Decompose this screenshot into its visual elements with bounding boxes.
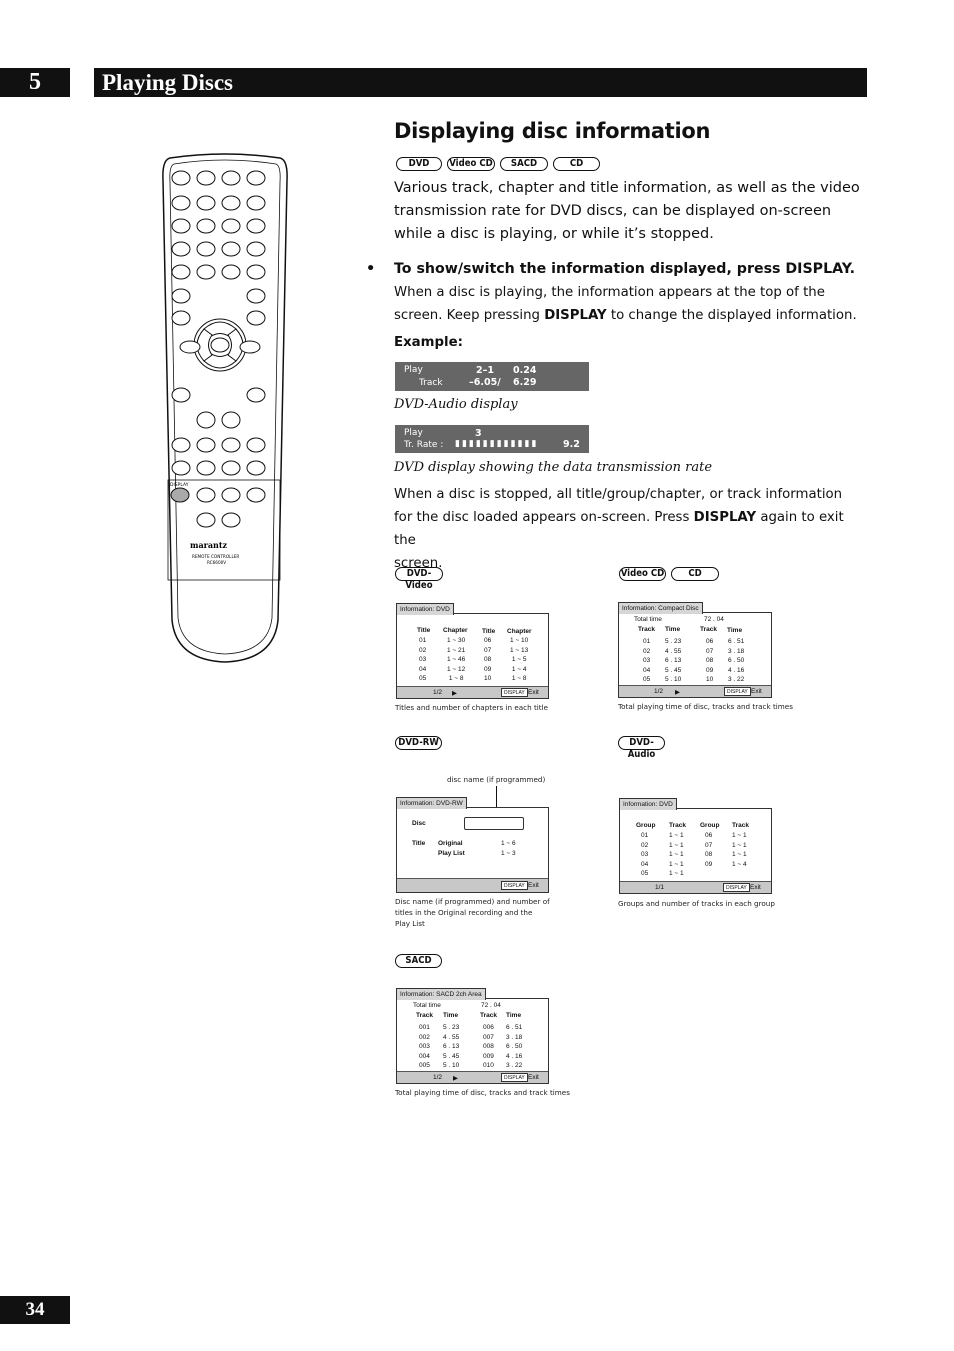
tag-video-cd-2: Video CD	[620, 568, 665, 579]
remote-button	[222, 438, 240, 452]
remote-button	[172, 196, 190, 210]
remote-button	[197, 242, 215, 256]
info-screen-dvd-video: Information: DVD Title Chapter Title Chapter 01 02 03 04 05 1 ~ 30 1 ~ 21 1 ~ 46 1 ~ 12 1 ~ 8 06 07 08 09 10 1 ~ 10 1 ~ 13 1 ~ 5 1 ~ 4 1 ~ 8 1/2 ▶ DISPLAY Exit	[396, 613, 549, 699]
remote-button	[197, 438, 215, 452]
caption-transmission-rate: DVD display showing the data transmission rate	[394, 460, 713, 475]
remote-button	[197, 196, 215, 210]
section-title: Displaying disc information	[394, 119, 711, 143]
intro-paragraph: Various track, chapter and title information, as well as the video transmission rate for DVD discs, can be displayed on-screen while a disc is playing, or while it’s stopped.	[394, 180, 860, 242]
tag-dvd: DVD	[396, 157, 442, 171]
remote-button	[222, 461, 240, 475]
remote-button	[222, 412, 240, 428]
remote-button	[247, 242, 265, 256]
remote-button	[172, 265, 190, 279]
remote-button	[172, 242, 190, 256]
remote-control-illustration	[150, 150, 300, 670]
remote-button	[222, 196, 240, 210]
remote-button	[172, 171, 190, 185]
caption-sacd: Total playing time of disc, tracks and track times	[395, 1088, 570, 1097]
remote-button	[222, 242, 240, 256]
remote-button	[247, 289, 265, 303]
example-label: Example:	[394, 335, 463, 350]
osd-dvd-audio: Play Track 2–1 0.24 –6.05/ 6.29	[395, 362, 589, 391]
remote-button	[222, 488, 240, 502]
chapter-number: 5	[0, 68, 70, 97]
remote-button	[247, 171, 265, 185]
caption-dvd-rw: Disc name (if programmed) and number of titles in the Original recording and the Play List	[395, 897, 550, 928]
remote-model-line2: RC6600V	[207, 560, 227, 565]
remote-button	[172, 388, 190, 402]
tag-sacd-2: SACD	[395, 954, 442, 968]
chapter-title: Playing Discs	[94, 68, 867, 97]
osd-transmission-rate: Play Tr. Rate : 3 ▮▮▮▮▮▮▮▮▮▮▮▮ 9.2	[395, 425, 589, 453]
stopped-paragraph: When a disc is stopped, all title/group/chapter, or track information for the disc loaded appears on-screen. Press DISPLAY again to exit the screen.	[394, 487, 844, 571]
remote-button	[247, 488, 265, 502]
tag-cd: CD	[553, 157, 600, 171]
caption-compact-disc: Total playing time of disc, tracks and track times	[618, 702, 793, 711]
remote-button	[172, 461, 190, 475]
caption-dvd-video: Titles and number of chapters in each title	[395, 703, 548, 712]
remote-button	[222, 171, 240, 185]
remote-brand: marantz	[190, 540, 228, 550]
remote-button	[197, 513, 215, 527]
tag-dvd-audio: DVD-Audio	[618, 736, 665, 750]
tag-video-cd: Video CD	[447, 157, 495, 171]
callout-disc-name: disc name (if programmed)	[447, 775, 546, 784]
caption-dvd-audio-display: DVD-Audio display	[394, 397, 518, 412]
remote-button	[222, 219, 240, 233]
remote-button	[247, 388, 265, 402]
bullet-heading: To show/switch the information displayed, press DISPLAY.	[394, 261, 856, 277]
remote-button	[197, 488, 215, 502]
remote-button	[247, 311, 265, 325]
tag-dvd-video: DVD-Video	[395, 567, 443, 581]
remote-button	[222, 513, 240, 527]
remote-button	[197, 461, 215, 475]
caption-dvd-audio: Groups and number of tracks in each group	[618, 899, 775, 908]
remote-button	[247, 265, 265, 279]
remote-button	[222, 265, 240, 279]
remote-model-line1: REMOTE CONTROLLER	[192, 554, 240, 559]
rate-meter: ▮▮▮▮▮▮▮▮▮▮▮▮	[455, 439, 539, 449]
remote-button	[197, 412, 215, 428]
remote-button	[197, 265, 215, 279]
remote-button	[247, 196, 265, 210]
info-screen-dvd-rw: Information: DVD-RW Disc Title Original Play List 1 ~ 6 1 ~ 3 DISPLAY Exit	[396, 807, 549, 893]
remote-button	[172, 311, 190, 325]
remote-button	[247, 461, 265, 475]
remote-button	[197, 171, 215, 185]
remote-button	[172, 438, 190, 452]
remote-button	[247, 219, 265, 233]
remote-display-label: DISPLAY	[170, 483, 189, 488]
tag-sacd: SACD	[500, 157, 548, 171]
bullet-mark: •	[366, 261, 376, 277]
info-screen-sacd: Information: SACD 2ch Area Total time 72 . 04 Track Time Track Time 001 002 003 004 005 5 . 23 4 . 55 6 . 13 5 . 45 5 . 10 006 007 008 009 010 6 . 51 3 . 18 6 . 50 4 . 16 3 . 22 1/2 ▶ DISPLAY Exit	[396, 998, 549, 1084]
info-screen-dvd-audio: Information: DVD Group Track Group Track 01 02 03 04 05 1 ~ 1 1 ~ 1 1 ~ 1 1 ~ 1 1 ~ 1 06 07 08 09 1 ~ 1 1 ~ 1 1 ~ 1 1 ~ 4 1/1 DISPLAY Exit	[619, 808, 772, 894]
info-screen-compact-disc: Information: Compact Disc Total time 72 . 04 Track Time Track Time 01 02 03 04 05 5 . 23 4 . 55 6 . 13 5 . 45 5 . 10 06 07 08 09 10 6 . 51 3 . 18 6 . 50 4 . 16 3 . 22 1/2 ▶ DISPLAY Exit	[618, 612, 772, 698]
tag-dvd-rw: DVD-RW	[395, 736, 442, 750]
remote-button	[172, 219, 190, 233]
tag-cd-2: CD	[671, 567, 719, 581]
page-number: 34	[0, 1296, 70, 1324]
remote-button	[247, 438, 265, 452]
remote-button	[172, 289, 190, 303]
bullet-body: When a disc is playing, the information appears at the top of the screen. Keep pressing DISPLAY to change the displayed information.	[394, 285, 857, 323]
remote-button	[197, 219, 215, 233]
